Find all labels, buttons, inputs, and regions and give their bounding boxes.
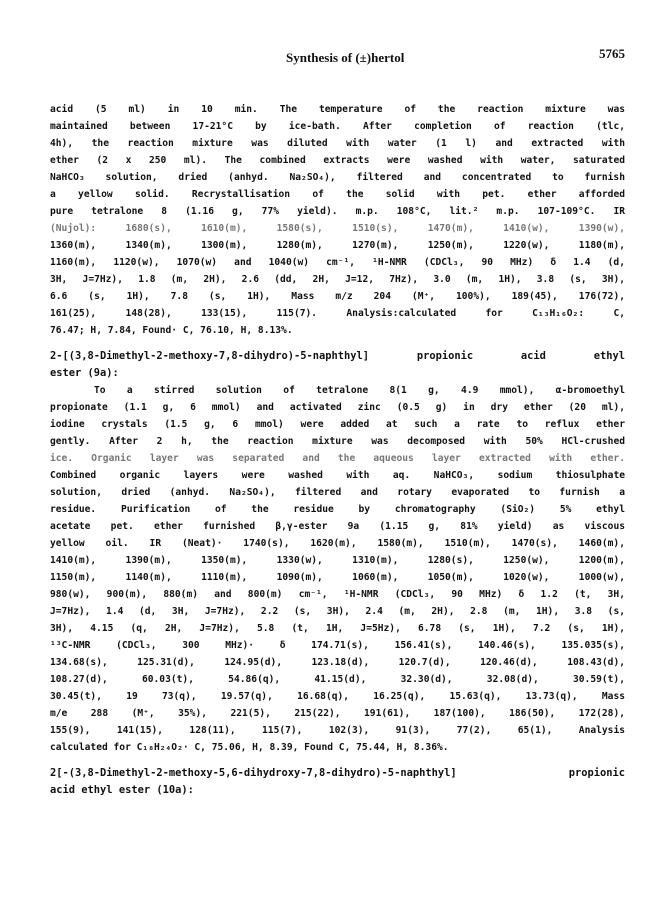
text-line: residue. Purification of the residue by chromatography (SiO₂) 5% ethyl: [50, 504, 625, 515]
text-line: 161(25), 148(28), 133(15), 115(7). Analysis:calculated for C₁₃H₁₆O₂: C,: [50, 308, 625, 319]
text-line: m/e 288 (M⁺, 35%), 221(5), 215(22), 191(61), 187(100), 186(50), 172(28),: [50, 708, 625, 719]
text-line: 155(9), 141(15), 128(11), 115(7), 102(3), 91(3), 77(2), 65(1), Analysis: [50, 725, 625, 736]
text-line: iodine crystals (1.5 g, 6 mmol) were added at such a rate to reflux ether: [50, 419, 625, 430]
text-line: 6.6 (s, 1H), 7.8 (s, 1H), Mass m/z 204 (M⁺, 100%), 189(45), 176(72),: [50, 291, 625, 302]
running-title: Synthesis of (±)hertol: [286, 50, 405, 65]
heading-line: acid ethyl ester (10a):: [50, 784, 194, 796]
text-line: 108.27(d), 60.03(t), 54.86(q), 41.15(d), 32.30(d), 32.08(d), 30.59(t),: [50, 674, 625, 685]
text-line: 3H, J=7Hz), 1.8 (m, 2H), 2.6 (dd, 2H, J=12, 7Hz), 3.0 (m, 1H), 3.8 (s, 3H),: [50, 274, 625, 285]
text-line: 1360(m), 1340(m), 1300(m), 1280(m), 1270(m), 1250(m), 1220(w), 1180(m),: [50, 240, 625, 251]
text-line: 76.47; H, 7.84, Found· C, 76.10, H, 8.13%.: [50, 325, 293, 336]
text-line: calculated for C₁₈H₂₄O₂· C, 75.06, H, 8.39, Found C, 75.44, H, 8.36%.: [50, 742, 449, 753]
text-line: To a stirred solution of tetralone 8(1 g, 4.9 mmol), α-bromoethyl: [94, 385, 625, 396]
text-line: J=7Hz), 1.4 (d, 3H, J=7Hz), 2.2 (s, 3H), 2.4 (m, 2H), 2.8 (m, 1H), 3.8 (s,: [50, 606, 625, 617]
text-line: (Nujol): 1680(s), 1610(m), 1580(s), 1510(s), 1470(m), 1410(w), 1390(w),: [50, 223, 625, 234]
heading-line: 2-[(3,8-Dimethyl-2-methoxy-7,8-dihydro)-5-naphthyl] propionic acid ethyl: [50, 350, 625, 362]
text-line: 134.68(s), 125.31(d), 124.95(d), 123.18(d), 120.7(d), 120.46(d), 108.43(d),: [50, 657, 625, 668]
text-line: pure tetralone 8 (1.16 g, 77% yield). m.p. 108°C, lit.² m.p. 107-109°C. IR: [50, 206, 625, 217]
text-line: acetate pet. ether furnished β,γ-ester 9a (1.15 g, 81% yield) as viscous: [50, 521, 625, 532]
text-line: gently. After 2 h, the reaction mixture was decomposed with 50% HCl-crushed: [50, 436, 625, 447]
paragraph-ester-9a-preparation: [50, 382, 625, 756]
text-line: Combined organic layers were washed with aq. NaHCO₃, sodium thiosulphate: [50, 470, 625, 481]
text-line: 980(w), 900(m), 880(m) and 800(m) cm⁻¹, ¹H-NMR (CDCl₃, 90 MHz) δ 1.2 (t, 3H,: [50, 589, 625, 600]
text-line: 3H), 4.15 (q, 2H, J=7Hz), 5.8 (t, 1H, J=5Hz), 6.78 (s, 1H), 7.2 (s, 1H),: [50, 623, 625, 634]
text-line: 30.45(t), 19 73(q), 19.57(q), 16.68(q), 16.25(q), 15.63(q), 13.73(q), Mass: [50, 691, 625, 702]
text-line: ¹³C-NMR (CDCl₃, 300 MHz)· δ 174.71(s), 156.41(s), 140.46(s), 135.035(s),: [50, 640, 625, 651]
text-line: yellow oil. IR (Neat)· 1740(s), 1620(m), 1580(m), 1510(m), 1470(s), 1460(m),: [50, 538, 625, 549]
text-line: 1160(m), 1120(w), 1070(w) and 1040(w) cm⁻¹, ¹H-NMR (CDCl₃, 90 MHz) δ 1.4 (d,: [50, 257, 625, 268]
text-line: propionate (1.1 g, 6 mmol) and activated zinc (0.5 g) in dry ether (20 ml),: [50, 402, 625, 413]
text-line: acid (5 ml) in 10 min. The temperature of the reaction mixture was: [50, 104, 625, 115]
section-heading-ester-9a: [50, 348, 625, 382]
article-body: [50, 101, 625, 799]
text-line: maintained between 17-21°C by ice-bath. After completion of reaction (tlc,: [50, 121, 625, 132]
text-line: 4h), the reaction mixture was diluted with water (1 l) and extracted with: [50, 138, 625, 149]
heading-line: ester (9a):: [50, 367, 119, 379]
text-line: ether (2 x 250 ml). The combined extracts were washed with water, saturated: [50, 155, 625, 166]
section-heading-ester-10a: [50, 765, 625, 799]
page-header: [0, 46, 672, 66]
text-line: NaHCO₃ solution, dried (anhyd. Na₂SO₄), filtered and concentrated to furnish: [50, 172, 625, 183]
heading-line: 2[-(3,8-Dimethyl-2-methoxy-5,6-dihydroxy-7,8-dihydro)-5-naphthyl] propionic: [50, 767, 625, 779]
text-line: ice. Organic layer was separated and the aqueous layer extracted with ether.: [50, 453, 625, 464]
page-number: 5765: [599, 46, 625, 61]
text-line: 1150(m), 1140(m), 1110(m), 1090(m), 1060(m), 1050(m), 1020(w), 1000(w),: [50, 572, 625, 583]
text-line: solution, dried (anhyd. Na₂SO₄), filtered and rotary evaporated to furnish a: [50, 487, 625, 498]
text-line: a yellow solid. Recrystallisation of the solid with pet. ether afforded: [50, 189, 625, 200]
text-line: 1410(m), 1390(m), 1350(m), 1330(w), 1310(m), 1280(s), 1250(w), 1200(m),: [50, 555, 625, 566]
paragraph-tetralone-synthesis: [50, 101, 625, 339]
